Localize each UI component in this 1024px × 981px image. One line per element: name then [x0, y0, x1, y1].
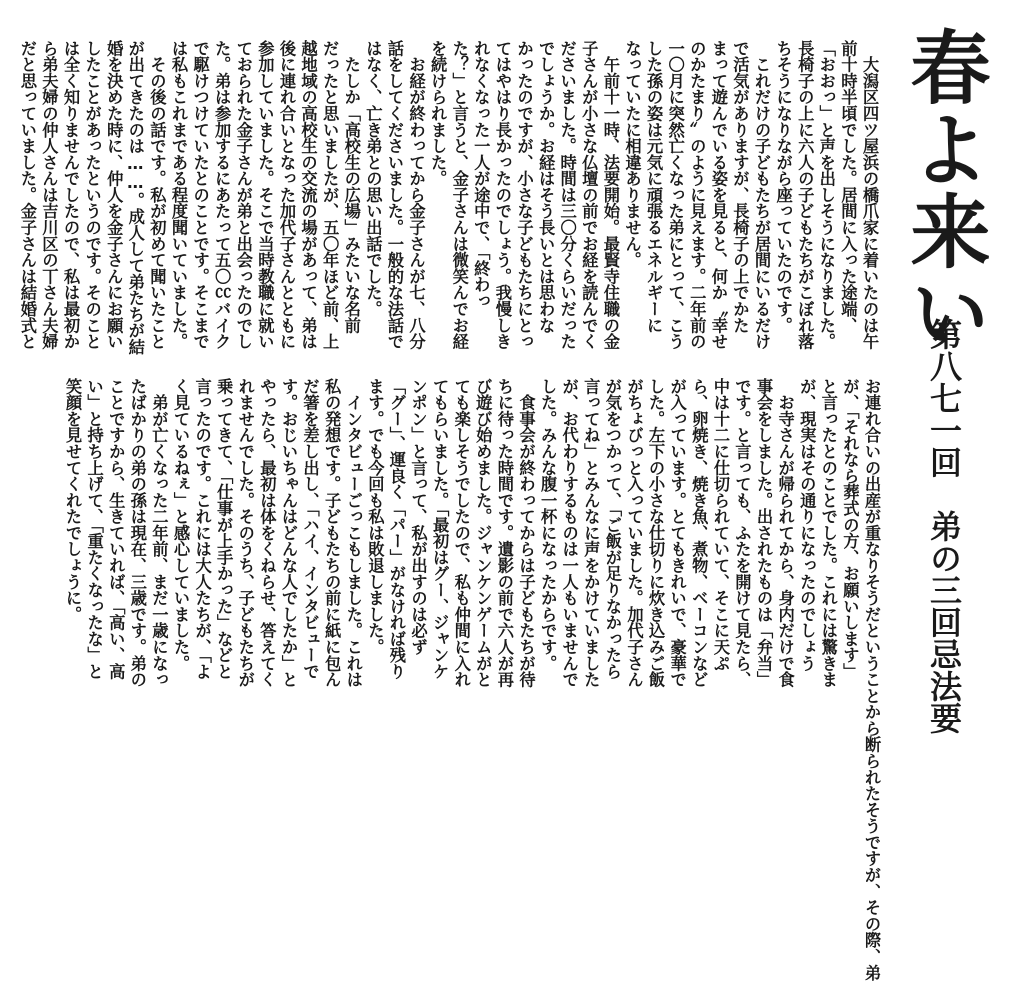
article-body-upper: 大潟区四ツ屋浜の橋爪家に着いたのは午 前十時半頃でした。居間に入った途端、 「おおっ」と声を出しそうになりました。 長椅子の上に六人の子どもたちがこぼれ落 ちそうになりながら座っていたのです。 これだけの子どもたちが居間にいるだけ で活気がありますが、長椅子の上でかた まって遊んでいる姿を見ると、何か〝幸せ のかたまり〟のように見えます。二年前の 一〇月に突然亡くなった弟にとって、こう した孫の姿は元気に頑張るエネルギーに なっていたに相違ありません。 午前十一時、法要開始。最賢寺住職の金 子さんが小さな仏壇の前でお経を読んでく ださいました。時間は三〇分くらいだった でしょうか。お経はそう長いとは思わな かったのですが、小さな子どもたちにとっ てはやはり長かったのでしょう。我慢しき れなくなった一人が途中で、「終わっ た？」と言うと、金子さんは微笑んでお経 を続けられました。 お経が終わってから金子さんが七、八分 話をしてくださいました。一般的な法話で はなく、亡き弟との思い出話でした。 たしか「高校生の広場」みたいな名前 だったと思いましたが、五〇年ほど前、上 越地域の高校生の交流の場があって、弟は 後に連れ合いとなった加代子さんとともに 参加していました。そこで当時教職に就い ておられた金子さんが弟と出会ったのでし た。弟は参加するにあたって五〇㏄バイク で駆けつけていたとのことです。そこまで は私もこれまである程度聞いていました。 その後の話です。私が初めて聞いたこと が出てきたのは……。成人して弟たちが結 婚を決めた時に、仲人を金子さんにお願い したことがあったというのです。そのこと は全く知りませんでしたので、私は最初か ら弟夫婦の仲人さんは吉川区の丅さん夫婦 だと思っていました。金子さんは結婚式と: [17, 40, 879, 355]
page-title: 春よ来い: [897, 26, 990, 354]
episode-subtitle: 第八七一回 弟の三回忌法要: [925, 318, 963, 734]
article-body-lower: お連れ合いの出産が重なりそうだということから断られたそうですが、その際、弟 が、「それなら葬式の方、お願いします」 と言ったとのことでした。これには驚きま が、現実はその通りになったのでしょう お寺さんが帰られてから、身内だけで食 事会をしました。出されたものは「弁当」 です。と言っても、ふたを開けて見たら、 中は十二に仕切られていて、そこに天ぷ ら、卵焼き、焼き魚、煮物、ベーコンなど が入っています。とてもきれいで、豪華で した。左下の小さな仕切りに炊き込みご飯 がちょびっと入っていました。加代子さん が気をつかって、「ご飯が足りなかったら 言ってね」とみんなに声をかけていました が、お代わりするものは一人もいませんで した。みんな腹一杯になったからです。 食事会が終わってからは子どもたちが待 ちに待った時間です。遺影の前で六人が再 び遊び始めました。ジャンケンゲームがと ても楽しそうでしたので、私も仲間に入れ てもらいました。「最初はグー、ジャンケ ンポン」と言って、私が出すのは必ず 「グー」、運良く「パー」がなければ残り ます。でも今回も私は敗退しました。 インタビューごっこもしました。これは 私の発想です。子どもたちの前に紙に包ん だ箸を差し出し、「ハイ、インタビューで す。おじいちゃんはどんな人でしたか」と やったら、最初は体をくねらせ、答えてく れませんでした。そのうち、子どもたちが 乗ってきて、「仕事が上手かった」などと 言ったのです。これには大人たちが、「よ く見ているねぇ」と感心していました。 弟が亡くなった二年前、まだ一歳になっ たばかりの弟の孫は現在、三歳です。弟の ことですから、生きていれば、「高い、高 い」と持ち上げて、「重たくなったな」と 笑顔を見せてくれたでしょうに。: [63, 378, 881, 981]
